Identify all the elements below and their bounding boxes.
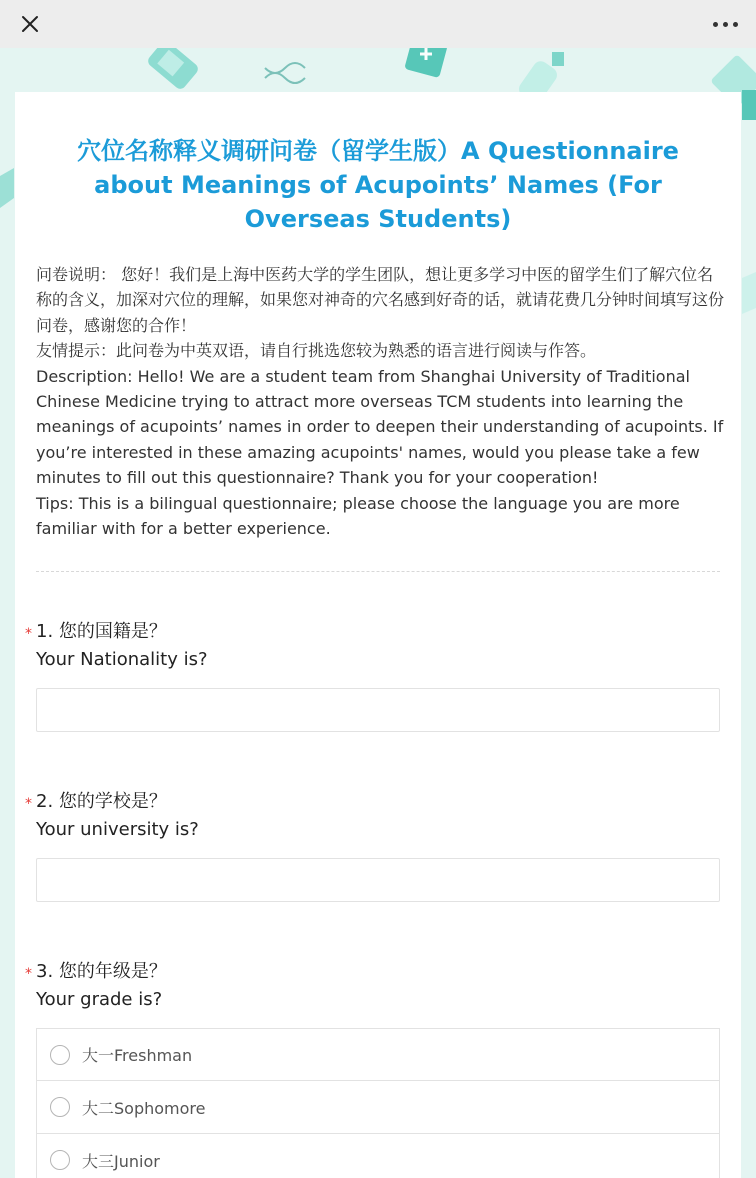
question-title-cn: 2. 您的学校是？ xyxy=(36,791,167,812)
description-paragraph: 友情提示：此问卷为中英双语，请自行挑选您较为熟悉的语言进行阅读与作答。 xyxy=(36,341,597,361)
university-input[interactable] xyxy=(36,858,720,902)
description-paragraph: Tips: This is a bilingual questionnaire; please choose the language you are more familiar with for a better experience. xyxy=(36,493,680,539)
option-label: 大一Freshman xyxy=(82,1046,193,1065)
decorative-background xyxy=(0,48,756,1178)
question-3 xyxy=(25,958,720,1178)
question-2 xyxy=(25,788,720,902)
option-label: 大二Sophomore xyxy=(82,1098,206,1118)
question-title xyxy=(25,618,720,674)
question-title-cn: 1. 您的国籍是？ xyxy=(36,621,167,642)
survey-card xyxy=(15,92,741,1178)
required-mark: * xyxy=(25,966,32,982)
required-mark: * xyxy=(25,796,32,812)
description-paragraph: 问卷说明： 您好！我们是上海中医药大学的学生团队，想让更多学习中医的留学生们了解穴位名称的含义，加深对穴位的理解，如果您对神奇的穴名感到好奇的话，就请花费几分钟时间填写这份问卷，感谢您的合作！ xyxy=(36,265,725,335)
survey-description xyxy=(36,262,726,541)
radio-option-freshman[interactable] xyxy=(36,1028,720,1081)
radio-circle-icon[interactable] xyxy=(50,1045,70,1065)
question-title-en: Your grade is? xyxy=(36,989,163,1010)
more-icon[interactable] xyxy=(713,16,738,33)
radio-circle-icon[interactable] xyxy=(50,1150,70,1170)
question-title xyxy=(25,788,720,844)
description-paragraph: Description: Hello! We are a student team from Shanghai University of Traditional Chinese Medicine trying to attract more overseas TCM students into learning the meanings of acupoints’ names in order to deepen their understanding of acupoints. If you’re interested in these amazing acupoints' names, would you please take a few minutes to fill out this questionnaire? Thank you for your cooperation! xyxy=(36,366,724,488)
question-1 xyxy=(25,618,720,732)
radio-circle-icon[interactable] xyxy=(50,1097,70,1117)
divider xyxy=(36,571,720,572)
required-mark: * xyxy=(25,626,32,642)
nationality-input[interactable] xyxy=(36,688,720,732)
top-bar xyxy=(0,0,756,48)
radio-option-sophomore[interactable] xyxy=(36,1081,720,1134)
option-label: 大三Junior xyxy=(82,1151,160,1171)
question-title-en: Your Nationality is? xyxy=(36,649,208,670)
grade-options xyxy=(36,1028,720,1178)
survey-title: 穴位名称释义调研问卷（留学生版）A Questionnaire about Meanings of Acupoints’ Names (For Overseas Students) xyxy=(77,137,679,233)
question-title-cn: 3. 您的年级是？ xyxy=(36,961,167,982)
question-title-en: Your university is? xyxy=(36,819,199,840)
close-icon[interactable] xyxy=(20,14,40,34)
radio-option-junior[interactable] xyxy=(36,1134,720,1178)
question-title xyxy=(25,958,720,1014)
